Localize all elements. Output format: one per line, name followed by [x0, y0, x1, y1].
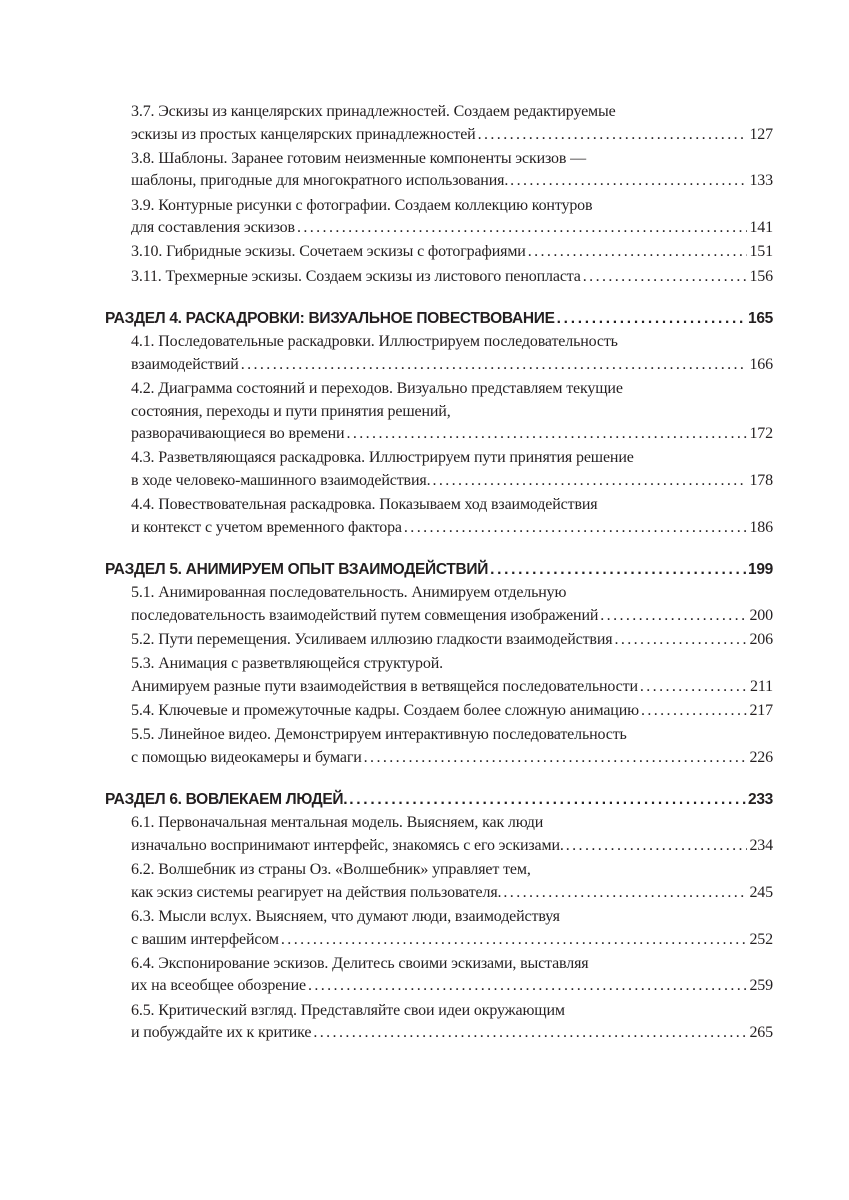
entry-page-number: 252 [749, 930, 773, 948]
entry-text-line: и побуждайте их к критике [131, 1024, 312, 1042]
entry-last-line [131, 354, 773, 377]
dot-leader [600, 605, 747, 628]
entry-page-number: 186 [749, 518, 773, 536]
entry-text-line: 4.2. Диаграмма состояний и переходов. Визуально представляем текущие [131, 379, 623, 397]
dot-leader [349, 788, 746, 811]
dot-leader [346, 423, 747, 446]
dot-leader [297, 217, 748, 240]
entry-text-line: эскизы из простых канцелярских принадлежностей [131, 125, 476, 143]
dot-leader [308, 975, 747, 998]
entry-last-line [131, 835, 773, 858]
dot-leader [313, 1022, 747, 1045]
entry-text-line: состояния, переходы и пути принятия решений, [131, 402, 451, 420]
toc-entry[interactable] [105, 653, 773, 698]
toc-entry[interactable] [105, 331, 773, 376]
dot-leader [404, 517, 748, 540]
entry-last-line [131, 882, 773, 905]
dot-leader [640, 676, 748, 699]
toc-section [105, 101, 773, 288]
entry-text-line: 6.2. Волшебник из страны Оз. «Волшебник» управляет тем, [131, 861, 531, 879]
entry-page-number: 141 [749, 219, 773, 237]
entry-text-line: 3.7. Эскизы из канцелярских принадлежностей. Создаем редактируемые [131, 103, 616, 120]
toc-entry[interactable] [105, 629, 773, 652]
entry-text-line: 3.9. Контурные рисунки с фотографии. Создаем коллекцию контуров [131, 196, 593, 214]
section-heading[interactable] [105, 788, 773, 811]
dot-leader [503, 882, 747, 905]
entry-text-line: 6.4. Экспонирование эскизов. Делитесь своими эскизами, выставляя [131, 954, 589, 972]
toc-entry[interactable] [105, 724, 773, 769]
entry-text-line: для составления эскизов [131, 219, 295, 237]
entry-page-number: 156 [749, 267, 773, 285]
entry-text-line: Анимируем разные пути взаимодействия в ветвящейся последовательности [131, 677, 638, 695]
entry-last-line [131, 747, 773, 770]
entry-text-line: изначально воспринимают интерфейс, знакомясь с его эскизами. [131, 836, 564, 854]
section-page-number: 199 [748, 561, 773, 579]
toc-section [105, 788, 773, 1044]
section-page-number: 165 [748, 310, 773, 328]
entry-page-number: 217 [749, 702, 773, 719]
entry-last-line [131, 605, 773, 628]
toc-section [105, 307, 773, 539]
dot-leader [432, 470, 747, 493]
toc-entry[interactable] [105, 195, 773, 240]
entry-text-line: 4.4. Повествовательная раскадровка. Показываем ход взаимодействия [131, 496, 598, 514]
dot-leader [364, 747, 748, 770]
entry-page-number: 127 [749, 125, 773, 143]
entry-page-number: 178 [749, 471, 773, 489]
entry-last-line [131, 517, 773, 540]
dot-leader [478, 124, 748, 147]
toc-entry[interactable] [105, 241, 773, 264]
entry-text-line: 5.1. Анимированная последовательность. Анимируем отдельную [131, 584, 567, 602]
entry-text-line: 5.2. Пути перемещения. Усиливаем иллюзию гладкости взаимодействия [131, 631, 613, 649]
entry-last-line [131, 470, 773, 493]
entry-text-line: как эскиз системы реагирует на действия пользователя. [131, 883, 502, 901]
dot-leader [557, 307, 746, 330]
entry-last-line [131, 124, 773, 147]
toc-entry[interactable] [105, 953, 773, 998]
entry-text-line: 3.8. Шаблоны. Заранее готовим неизменные компоненты эскизов — [131, 149, 587, 167]
entry-last-line [131, 217, 773, 240]
entry-text-line: 3.11. Трехмерные эскизы. Создаем эскизы из листового пенопласта [131, 267, 581, 285]
section-title: РАЗДЕЛ 4. РАСКАДРОВКИ: ВИЗУАЛЬНОЕ ПОВЕСТВОВАНИЕ [105, 310, 555, 328]
section-page-number: 233 [748, 791, 773, 809]
entry-text-line: 4.3. Разветвляющаяся раскадровка. Иллюстрируем пути принятия решение [131, 449, 634, 467]
entry-page-number: 245 [749, 883, 773, 901]
entry-text-line: 6.3. Мысли вслух. Выясняем, что думают люди, взаимодействуя [131, 907, 560, 925]
entry-last-line [131, 1022, 773, 1045]
entry-last-line [131, 929, 773, 952]
dot-leader [566, 835, 748, 858]
entry-text-line: последовательность взаимодействий путем совмещения изображений [131, 606, 599, 624]
entry-text-line: 5.4. Ключевые и промежуточные кадры. Создаем более сложную анимацию [131, 702, 639, 719]
entry-text-line: в ходе человеко-машинного взаимодействия. [131, 471, 431, 489]
entry-page-number: 226 [749, 748, 773, 766]
toc-entry[interactable] [105, 101, 773, 146]
section-heading[interactable] [105, 558, 773, 581]
entry-page-number: 200 [749, 606, 773, 624]
entry-page-number: 259 [749, 977, 773, 995]
entry-last-line [131, 241, 773, 264]
toc-entry[interactable] [105, 582, 773, 627]
dot-leader [510, 170, 747, 193]
entry-text-line: разворачивающиеся во времени [131, 425, 345, 443]
entry-text-line: 5.3. Анимация с разветвляющейся структурой. [131, 655, 443, 673]
toc-entry[interactable] [105, 906, 773, 951]
dot-leader [241, 354, 748, 377]
toc-entry[interactable] [105, 447, 773, 492]
entry-text-line: и контекст с учетом временного фактора [131, 518, 402, 536]
section-title: РАЗДЕЛ 6. ВОВЛЕКАЕМ ЛЮДЕЙ. [105, 791, 348, 809]
entry-page-number: 166 [749, 355, 773, 373]
toc-entry[interactable] [105, 859, 773, 904]
entry-page-number: 133 [749, 172, 773, 190]
toc-entry[interactable] [105, 812, 773, 857]
entry-page-number: 211 [750, 677, 773, 695]
toc-entry[interactable] [105, 148, 773, 193]
entry-text-line: 3.10. Гибридные эскизы. Сочетаем эскизы с фотографиями [131, 243, 526, 261]
entry-last-line [131, 700, 773, 723]
dot-leader [641, 700, 748, 723]
toc-entry[interactable] [105, 1000, 773, 1045]
entry-last-line [131, 170, 773, 193]
dot-leader [528, 241, 748, 264]
entry-last-line [131, 266, 773, 289]
section-heading[interactable] [105, 307, 773, 330]
toc-entry[interactable] [105, 494, 773, 539]
entry-last-line [131, 629, 773, 652]
entry-text-line: 6.1. Первоначальная ментальная модель. Выясняем, как люди [131, 814, 544, 832]
entry-last-line [131, 423, 773, 446]
table-of-contents [105, 101, 773, 1064]
toc-section [105, 558, 773, 769]
entry-page-number: 206 [749, 631, 773, 649]
entry-text-line: с вашим интерфейсом [131, 930, 279, 948]
entry-text-line: их на всеобщее обозрение [131, 977, 306, 995]
entry-page-number: 265 [749, 1024, 773, 1042]
toc-entry[interactable] [105, 266, 773, 289]
entry-text-line: шаблоны, пригодные для многократного использования. [131, 172, 509, 190]
section-title: РАЗДЕЛ 5. АНИМИРУЕМ ОПЫТ ВЗАИМОДЕЙСТВИЙ [105, 561, 489, 579]
toc-entry[interactable] [105, 378, 773, 446]
entry-text-line: взаимодействий [131, 355, 239, 373]
entry-last-line [131, 975, 773, 998]
entry-text-line: с помощью видеокамеры и бумаги [131, 748, 362, 766]
entry-text-line: 4.1. Последовательные раскадровки. Иллюстрируем последовательность [131, 333, 618, 351]
dot-leader [583, 266, 748, 289]
dot-leader [490, 558, 746, 581]
entry-last-line [131, 676, 773, 699]
entry-page-number: 172 [749, 425, 773, 443]
toc-entry[interactable] [105, 700, 773, 723]
dot-leader [281, 929, 748, 952]
entry-page-number: 234 [749, 836, 773, 854]
entry-text-line: 6.5. Критический взгляд. Представляйте свои идеи окружающим [131, 1001, 565, 1019]
dot-leader [614, 629, 747, 652]
entry-text-line: 5.5. Линейное видео. Демонстрируем интерактивную последовательность [131, 726, 627, 744]
entry-page-number: 151 [749, 243, 773, 261]
